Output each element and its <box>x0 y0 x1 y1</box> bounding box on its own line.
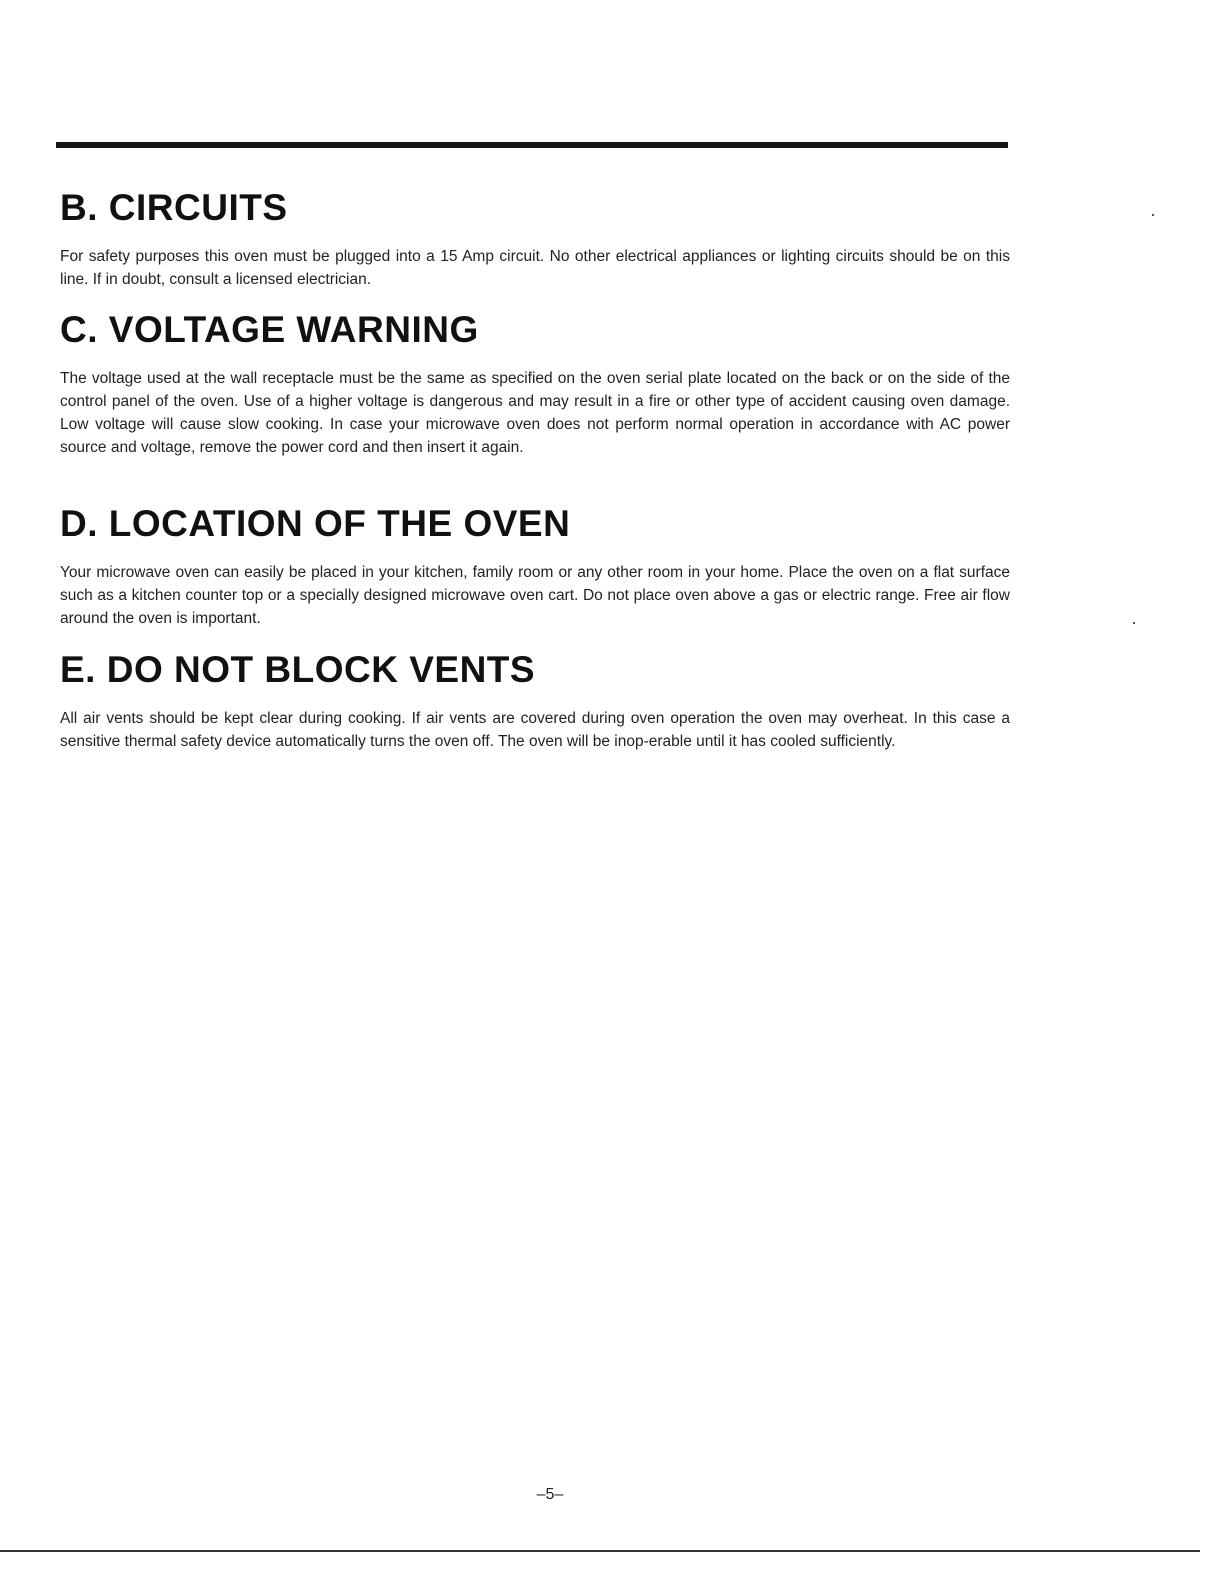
page-number: –5– <box>536 1486 564 1503</box>
section-heading: C. VOLTAGE WARNING <box>60 309 479 350</box>
section-location-of-the-oven <box>60 504 1010 630</box>
section-do-not-block-vents <box>60 650 1010 753</box>
top-divider <box>56 142 1008 148</box>
section-body: The voltage used at the wall receptacle must be the same as specified on the oven serial plate located on the back or on the side of the control panel of the oven. Use of a higher voltage is dangerous and may result in a fire or other type of accident causing oven damage. Low voltage will cause slow cooking. In case your microwave oven does not perform normal operation in accordance with AC power source and voltage, remove the power cord and then insert it again. <box>60 369 1010 456</box>
section-body: For safety purposes this oven must be plugged into a 15 Amp circuit. No other electrical appliances or lighting circuits should be on this line. If in doubt, consult a licensed electrician. <box>60 247 1010 288</box>
section-heading: D. LOCATION OF THE OVEN <box>60 503 571 544</box>
scan-speck <box>1133 622 1135 624</box>
section-heading: E. DO NOT BLOCK VENTS <box>60 649 536 690</box>
section-circuits <box>60 188 1010 291</box>
section-voltage-warning <box>60 310 1010 459</box>
bottom-divider <box>0 1550 1200 1552</box>
section-body: Your microwave oven can easily be placed in your kitchen, family room or any other room in your home. Place the oven on a flat surface such as a kitchen counter top or a specially designed microwave oven cart. Do not place oven above a gas or electric range. Free air flow around the oven is important. <box>60 563 1010 627</box>
section-body: All air vents should be kept clear during cooking. If air vents are covered during oven operation the oven may overheat. In this case a sensitive thermal safety device automatically turns the oven off. The oven will be inop-erable until it has cooled sufficiently. <box>60 709 1010 750</box>
section-heading: B. CIRCUITS <box>60 187 288 228</box>
scan-speck <box>1152 214 1154 216</box>
